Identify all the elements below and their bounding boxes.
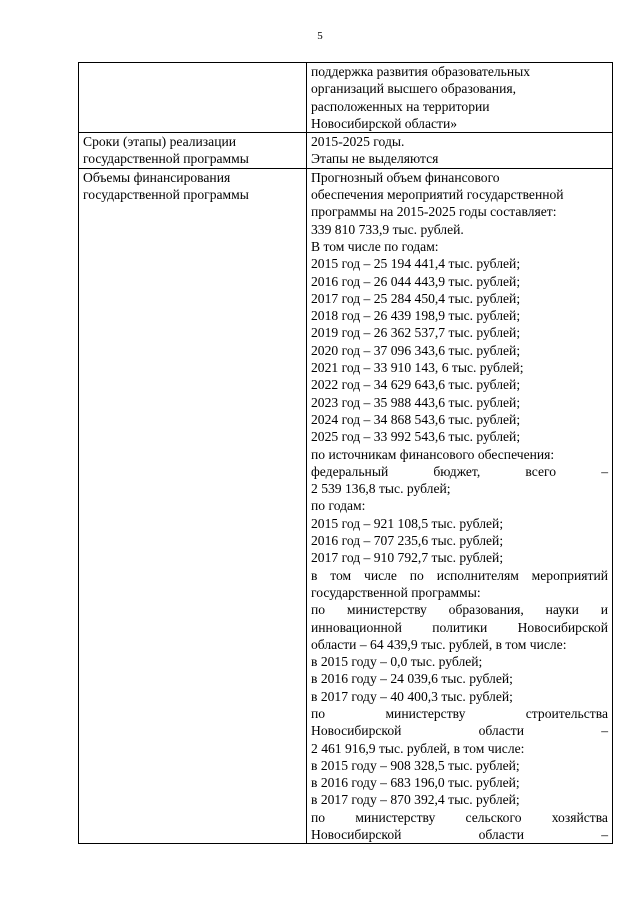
text-line: 2020 год – 37 096 343,6 тыс. рублей; [311,342,521,358]
text-line: федеральный бюджет, всего – [311,463,608,479]
text-line: по министерству образования, науки и [311,602,608,618]
text-line: обеспечения мероприятий государственной [311,187,564,203]
text-line: В том числе по годам: [311,238,439,254]
text-line: в 2016 году – 24 039,6 тыс. рублей; [311,671,513,687]
text-line: в 2017 году – 870 392,4 тыс. рублей; [311,792,520,808]
text-line: по источникам финансового обеспечения: [311,446,555,462]
text-line: программы на 2015-2025 годы составляет: [311,204,557,220]
table-row [79,168,613,844]
text-line: 2016 год – 707 235,6 тыс. рублей; [311,533,504,549]
text-line: поддержка развития образовательных [311,64,531,79]
text-line: 2025 год – 33 992 543,6 тыс. рублей; [311,429,521,445]
text-line: 2021 год – 33 910 143, 6 тыс. рублей; [311,360,524,376]
text-line: 2016 год – 26 044 443,9 тыс. рублей; [311,273,521,289]
text-line: 2024 год – 34 868 543,6 тыс. рублей; [311,411,521,427]
table-row [79,63,613,133]
text-line: в 2015 году – 0,0 тыс. рублей; [311,654,483,670]
text-line: Этапы не выделяются [311,151,439,167]
text-line: 2019 год – 26 362 537,7 тыс. рублей; [311,325,521,341]
row-value-cell [307,63,613,133]
table-row [79,133,613,169]
text-line: Новосибирской области» [311,115,458,131]
row-label-line: государственной программы [83,187,249,203]
text-line: 2015-2025 годы. [311,134,405,150]
text-line: расположенных на территории [311,98,490,114]
text-line: Прогнозный объем финансового [311,169,500,185]
text-line: 2015 год – 25 194 441,4 тыс. рублей; [311,256,521,272]
text-line: 2017 год – 25 284 450,4 тыс. рублей; [311,290,521,306]
text-line: 339 810 733,9 тыс. рублей. [311,221,464,237]
row-label-cell [79,168,307,844]
text-line: государственной программы: [311,584,481,600]
text-line: в 2017 году – 40 400,3 тыс. рублей; [311,688,513,704]
text-line: в 2015 году – 908 328,5 тыс. рублей; [311,757,520,773]
row-label-line: Сроки (этапы) реализации [83,134,237,150]
text-line: в 2016 году – 683 196,0 тыс. рублей; [311,775,520,791]
text-line: Новосибирской области – [311,827,608,843]
text-line: области – 64 439,9 тыс. рублей, в том числе: [311,636,567,652]
row-label-line: государственной программы [83,151,249,167]
text-line: по годам: [311,498,366,514]
row-label-line: Объемы финансирования [83,169,231,185]
text-line: по министерству строительства [311,705,608,721]
row-value-cell [307,133,613,169]
text-line: 2017 год – 910 792,7 тыс. рублей; [311,550,504,566]
row-label-cell [79,63,307,133]
row-value-cell [307,168,613,844]
text-line: 2015 год – 921 108,5 тыс. рублей; [311,515,504,531]
text-line: по министерству сельского хозяйства [311,809,608,825]
text-line: 2018 год – 26 439 198,9 тыс. рублей; [311,308,521,324]
text-line: в том числе по исполнителям мероприятий [311,567,608,583]
text-line: 2023 год – 35 988 443,6 тыс. рублей; [311,394,521,410]
text-line: 2 461 916,9 тыс. рублей, в том числе: [311,740,525,756]
text-line: 2022 год – 34 629 643,6 тыс. рублей; [311,377,521,393]
text-line: Новосибирской области – [311,723,608,739]
row-label-cell [79,133,307,169]
program-passport-table [78,62,613,844]
page-number: 5 [317,30,323,42]
text-line: 2 539 136,8 тыс. рублей; [311,481,451,497]
text-line: инновационной политики Новосибирской [311,619,608,635]
text-line: организаций высшего образования, [311,81,517,97]
